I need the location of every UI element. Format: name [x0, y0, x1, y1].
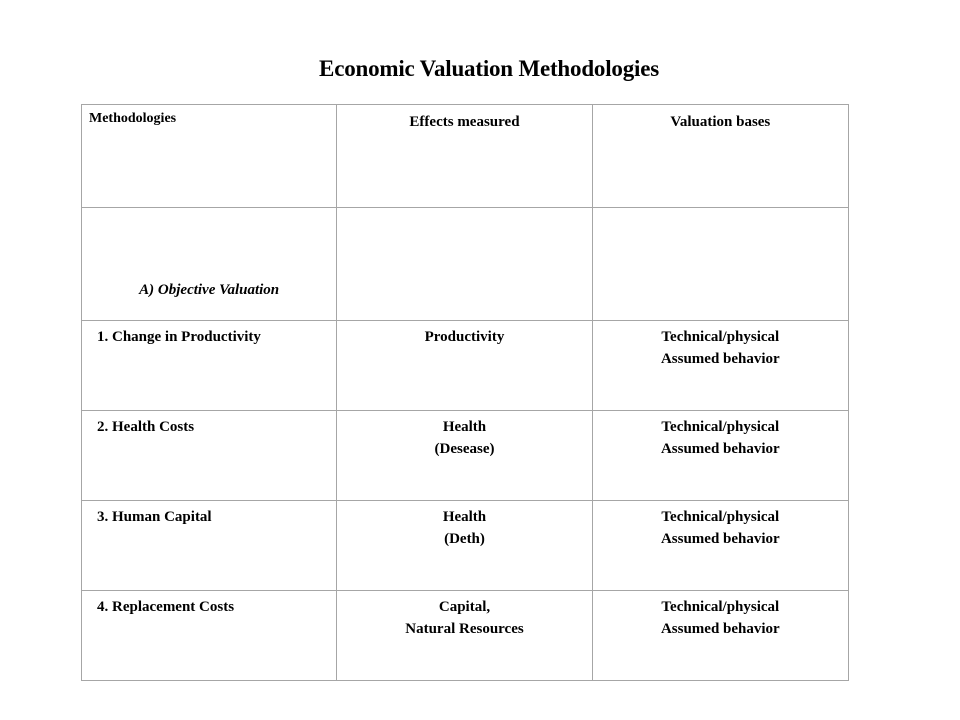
bases-cell — [592, 591, 848, 681]
valuation-table — [81, 104, 849, 681]
section-label: A) Objective Valuation — [139, 282, 280, 298]
bases-cell — [592, 501, 848, 591]
effects-line: Natural Resources — [405, 621, 524, 637]
effects-line: Productivity — [424, 329, 505, 345]
method-label: 4. Replacement Costs — [97, 599, 235, 615]
header-cell-methodologies — [82, 105, 337, 208]
bases-line: Assumed behavior — [660, 441, 780, 457]
bases-line: Technical/physical — [661, 419, 780, 435]
method-label: 2. Health Costs — [97, 419, 195, 435]
table-row — [82, 321, 849, 411]
method-label: 1. Change in Productivity — [97, 329, 261, 345]
effects-line: Capital, — [438, 599, 491, 615]
method-cell — [82, 321, 337, 411]
bases-line: Assumed behavior — [660, 351, 780, 367]
bases-cell — [592, 411, 848, 501]
bases-line: Technical/physical — [661, 599, 780, 615]
header-cell-effects — [337, 105, 592, 208]
section-row — [82, 208, 849, 321]
effects-line: (Deth) — [444, 531, 485, 547]
bases-cell — [592, 321, 848, 411]
effects-cell — [337, 321, 592, 411]
header-cell-bases — [592, 105, 848, 208]
bases-line: Technical/physical — [661, 509, 780, 525]
page-title: Economic Valuation Methodologies — [319, 56, 659, 81]
header-methodologies: Methodologies — [89, 111, 177, 126]
section-cell — [82, 208, 337, 321]
table-row — [82, 591, 849, 681]
method-label: 3. Human Capital — [97, 509, 212, 525]
bases-line: Assumed behavior — [660, 531, 780, 547]
empty-cell — [592, 208, 848, 321]
method-cell — [82, 411, 337, 501]
table-row — [82, 501, 849, 591]
empty-cell — [337, 208, 592, 321]
effects-line: Health — [442, 509, 487, 525]
effects-cell — [337, 591, 592, 681]
effects-line: Health — [442, 419, 487, 435]
table-header-row — [82, 105, 849, 208]
effects-line: (Desease) — [434, 441, 495, 457]
method-cell — [82, 591, 337, 681]
method-cell — [82, 501, 337, 591]
effects-cell — [337, 411, 592, 501]
table-row — [82, 411, 849, 501]
bases-line: Technical/physical — [661, 329, 780, 345]
effects-cell — [337, 501, 592, 591]
header-effects-measured: Effects measured — [409, 114, 520, 130]
bases-line: Assumed behavior — [660, 621, 780, 637]
header-valuation-bases: Valuation bases — [670, 114, 771, 130]
